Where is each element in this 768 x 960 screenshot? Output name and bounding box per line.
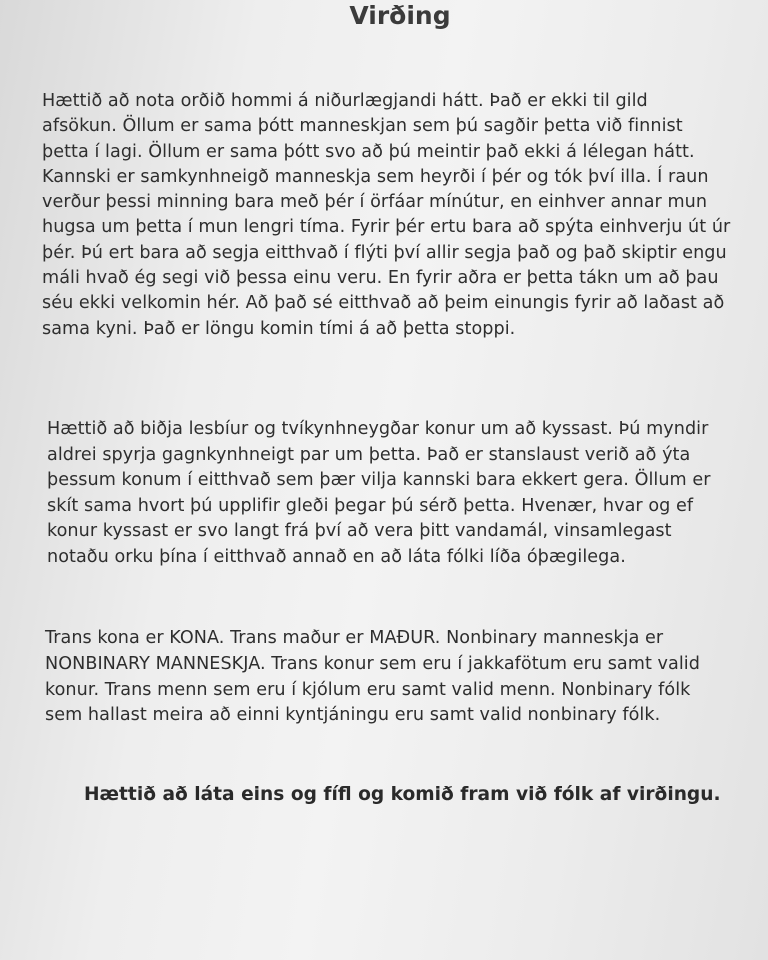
- paragraph-3-line: NONBINARY MANNESKJA. Trans konur sem eru í jakkafötum eru samt valid: [45, 653, 700, 674]
- paragraph-1-line: verður þessi minning bara með þér í örfáar mínútur, en einhver annar mun: [42, 192, 708, 213]
- paragraph-1-line: sama kyni. Það er löngu komin tími á að þetta stoppi.: [42, 318, 516, 339]
- paragraph-1: [42, 89, 764, 342]
- paragraph-2-line: skít sama hvort þú upplifir gleði þegar þú sérð þetta. Hvenær, hvar og ef: [47, 495, 694, 516]
- paragraph-3: [45, 626, 757, 729]
- paragraph-2-line: þessum konum í eitthvað sem þær vilja kannski bara ekkert gera. Öllum er: [47, 470, 711, 491]
- paragraph-1-line: séu ekki velkomin hér. Að það sé eitthvað að þeim einungis fyrir að laðast að: [42, 293, 725, 314]
- paragraph-3-line: sem hallast meira að einni kyntjáningu eru samt valid nonbinary fólk.: [45, 705, 661, 726]
- paragraph-3-line: konur. Trans menn sem eru í kjólum eru samt valid menn. Nonbinary fólk: [45, 679, 691, 700]
- closing-statement: Hættið að láta eins og fífl og komið fram við fólk af virðingu.: [84, 784, 721, 805]
- paragraph-1-line: hugsa um þetta í mun lengri tíma. Fyrir þér ertu bara að spýta einhverju út úr: [42, 217, 731, 238]
- paragraph-2-line: Hættið að biðja lesbíur og tvíkynhneygðar konur um að kyssast. Þú myndir: [47, 419, 709, 439]
- paragraph-1-line: Kannski er samkynhneigð manneskja sem heyrði í þér og tók því illa. Í raun: [42, 166, 709, 187]
- paragraph-1-line: Hættið að nota orðið hommi á niðurlægjandi hátt. Það er ekki til gild: [42, 91, 648, 111]
- paragraph-1-line: þetta í lagi. Öllum er sama þótt svo að þú meintir það ekki á lélegan hátt.: [42, 141, 695, 162]
- paragraph-1-line: máli hvað ég segi við þessa einu veru. En fyrir aðra er þetta tákn um að þau: [42, 268, 719, 289]
- paragraph-2-line: konur kyssast er svo langt frá því að vera þitt vandamál, vinsamlegast: [47, 521, 672, 542]
- paragraph-2-line: notaðu orku þína í eitthvað annað en að láta fólki líða óþægilega.: [47, 546, 626, 567]
- paragraph-3-line: Trans kona er KONA. Trans maður er MAÐUR. Nonbinary manneskja er: [45, 628, 664, 648]
- document-title: Virðing: [349, 1, 451, 30]
- paragraph-2: [47, 417, 759, 571]
- paragraph-1-line: afsökun. Öllum er sama þótt manneskjan sem þú sagðir þetta við finnist: [42, 116, 683, 137]
- paragraph-1-line: þér. Þú ert bara að segja eitthvað í flýti því allir segja það og það skiptir engu: [42, 242, 727, 263]
- paragraph-2-line: aldrei spyrja gagnkynhneigt par um þetta. Það er stanslaust verið að ýta: [47, 444, 691, 465]
